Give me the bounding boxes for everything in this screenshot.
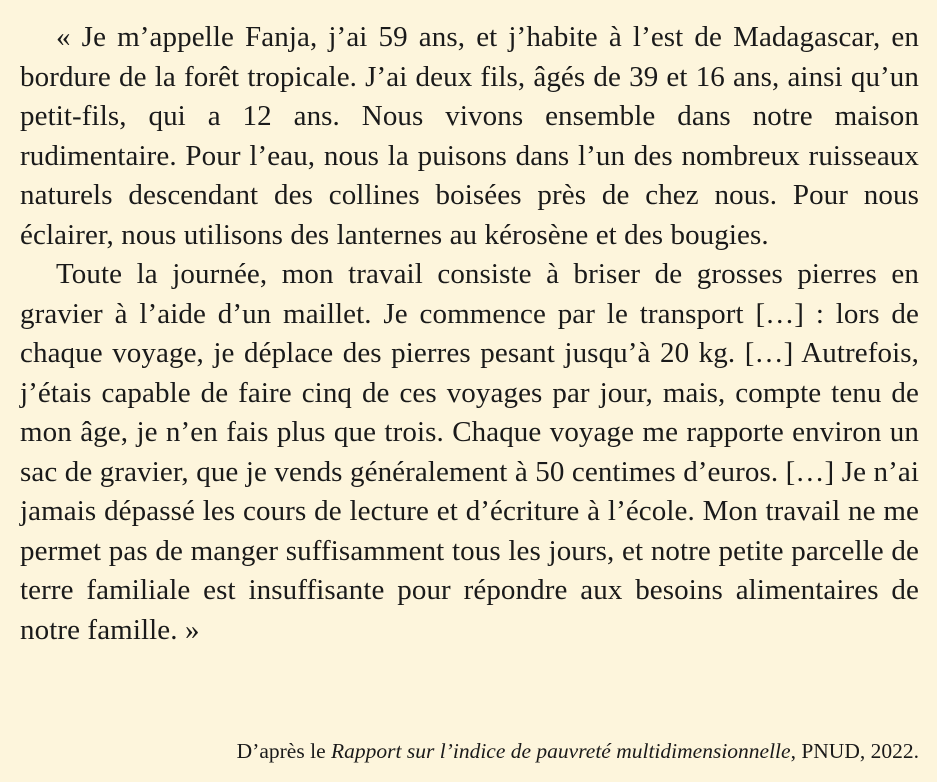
quote-paragraph-1: « Je m’appelle Fanja, j’ai 59 ans, et j’habite à l’est de Madagascar, en bordure de la forêt tropicale. J’ai deux fils, âgés de 39 et 16 ans, ainsi qu’un petit-fils, qui a 12 ans. Nous vivons ensemble dans notre maison rudimentaire. Pour l’eau, nous la puisons dans l’un des nombreux ruisseaux naturels descendant des collines boisées près de chez nous. Pour nous éclairer, nous utilisons des lanternes au kérosène et des bougies. <box>20 21 919 251</box>
quote-paragraph-2: Toute la journée, mon travail consiste à briser de grosses pierres en gravier à l’aide d’un maillet. Je commence par le transport […] : lors de chaque voyage, je déplace des pierres pesant jusqu’à 20 kg. […] Autrefois, j’étais capable de faire cinq de ces voyages par jour, mais, compte tenu de mon âge, je n’en fais plus que trois. Chaque voyage me rapporte environ un sac de gravier, que je vends généralement à 50 centimes d’euros. […] Je n’ai jamais dépassé les cours de lecture et d’écriture à l’école. Mon travail ne me permet pas de manger suffisamment tous les jours, et notre petite parcelle de terre familiale est insuffisante pour répondre aux besoins alimentaires de notre famille. » <box>20 258 919 646</box>
source-prefix: D’après le <box>236 739 331 763</box>
testimony-quote <box>20 18 919 650</box>
source-suffix: , PNUD, 2022. <box>790 739 919 763</box>
source-citation <box>237 737 919 765</box>
source-title: Rapport sur l’indice de pauvreté multidimensionnelle <box>331 739 791 763</box>
